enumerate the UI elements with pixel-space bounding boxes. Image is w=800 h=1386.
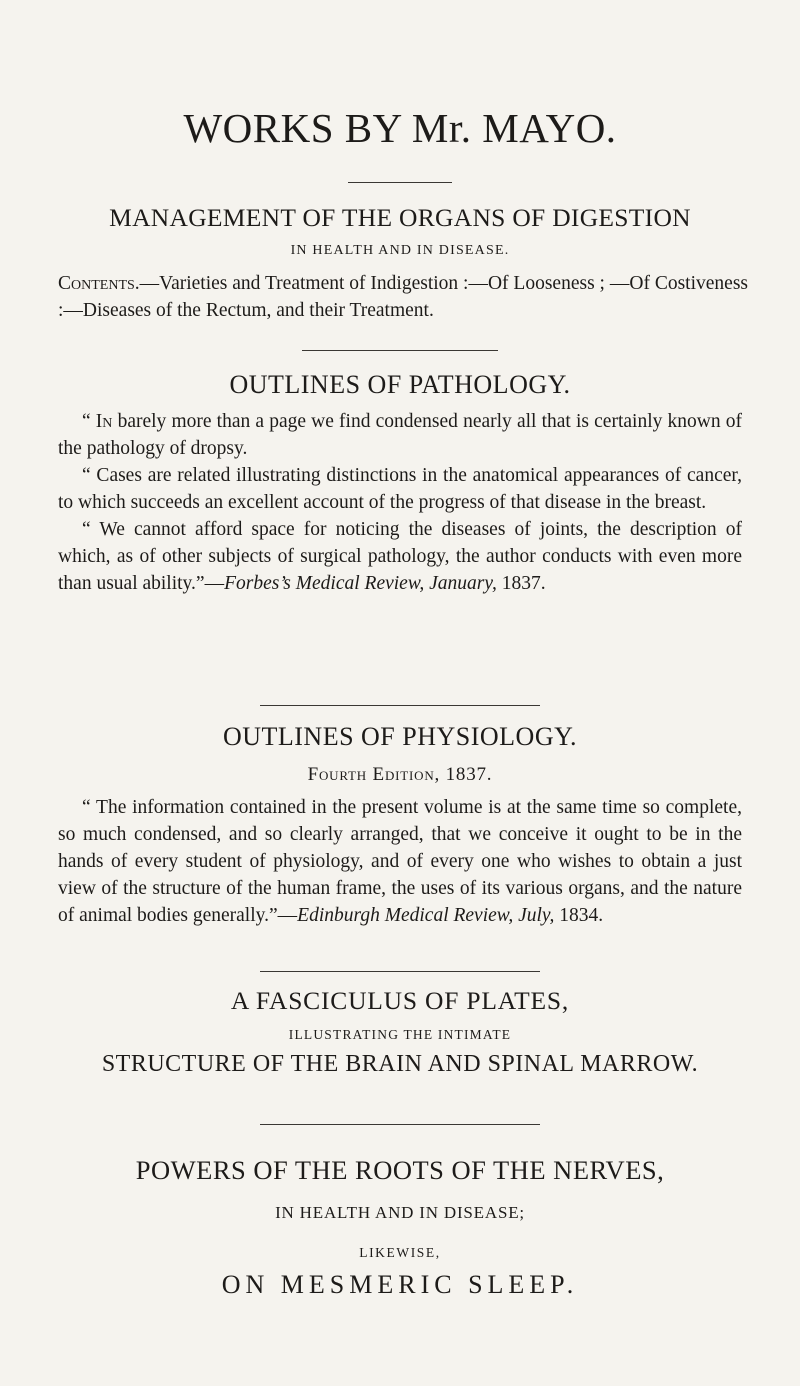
- section-physiology-edition: Fourth Edition, 1837.: [307, 764, 493, 785]
- section-digestion-title: MANAGEMENT OF THE ORGANS OF DIGESTION: [109, 203, 691, 232]
- section-plates-title-2: STRUCTURE OF THE BRAIN AND SPINAL MARROW.: [101, 1051, 699, 1077]
- divider: [260, 705, 540, 706]
- quote-paragraph: “ The information contained in the present volume is at the same time so complete, so much condensed, and so clearly arranged, that we conceive it ought to be in the hands of every student of physiology, and of every one who wishes to obtain a just view of the structure of the human frame, the uses of its various organs, and the nature of animal bodies generally.”—: [58, 797, 742, 926]
- section-pathology-title: OUTLINES OF PATHOLOGY.: [229, 370, 571, 399]
- quote-date: 1834.: [554, 905, 604, 926]
- quote-paragraph: “ Cases are related illustrating distinctions in the anatomical appearances of cancer, to which succeeds an excellent account of the progress of that disease in the breast.: [58, 465, 742, 513]
- divider: [348, 182, 452, 183]
- quote-date: 1837.: [496, 573, 546, 594]
- divider: [260, 1124, 540, 1125]
- quote-paragraph: “ We cannot afford space for noticing the diseases of joints, the description of which, as of other subjects of surgical pathology, the author conducts with even more than usual ability.”—: [58, 519, 742, 594]
- quote-paragraph: barely more than a page we find condensed nearly all that is certainly known of the pathology of dropsy.: [58, 411, 742, 459]
- divider: [260, 971, 540, 972]
- section-nerves-title: POWERS OF THE ROOTS OF THE NERVES,: [135, 1155, 665, 1185]
- section-digestion-contents: [58, 270, 748, 324]
- quote-source: Edinburgh Medical Review, July,: [297, 905, 555, 926]
- section-nerves-likewise: LIKEWISE,: [359, 1245, 441, 1260]
- section-physiology-quote: [58, 794, 742, 929]
- section-nerves-title-2: ON MESMERIC SLEEP.: [221, 1270, 579, 1299]
- quote-lead: “ In: [82, 411, 113, 432]
- section-physiology-title: OUTLINES OF PHYSIOLOGY.: [222, 722, 578, 751]
- contents-text: —Varieties and Treatment of Indigestion :—Of Looseness ; —Of Costiveness :—Diseases of the Rectum, and their Treatment.: [58, 273, 748, 321]
- section-digestion-subtitle: IN HEALTH AND IN DISEASE.: [290, 243, 510, 258]
- contents-label: Contents.: [58, 273, 140, 294]
- section-plates-title: A FASCICULUS OF PLATES,: [230, 986, 570, 1015]
- section-plates-subtitle: ILLUSTRATING THE INTIMATE: [288, 1027, 512, 1042]
- page-title: WORKS BY Mr. MAYO.: [183, 105, 617, 151]
- section-nerves-subtitle: IN HEALTH AND IN DISEASE;: [275, 1203, 525, 1222]
- quote-source: Forbes’s Medical Review, January,: [224, 573, 497, 594]
- section-pathology-quote: [58, 408, 742, 597]
- divider: [302, 350, 498, 351]
